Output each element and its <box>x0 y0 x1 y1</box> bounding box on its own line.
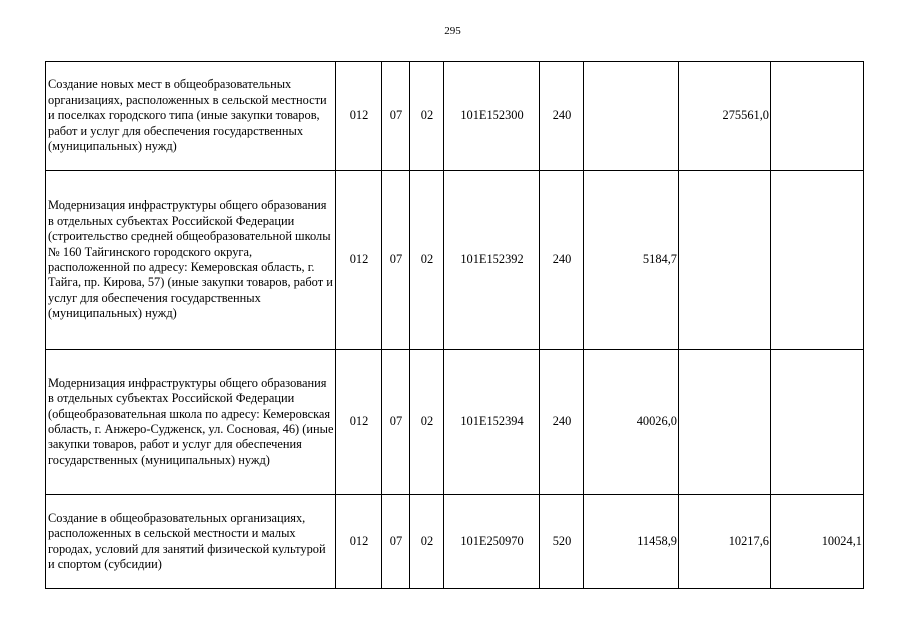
target-article-cell: 101E152392 <box>444 171 540 350</box>
expense-type-cell: 240 <box>540 171 584 350</box>
section-code-cell: 07 <box>382 171 410 350</box>
table-row <box>46 350 864 495</box>
amount-year3-cell <box>771 171 864 350</box>
table-row <box>46 171 864 350</box>
subsection-code-cell: 02 <box>410 171 444 350</box>
ministry-code-cell: 012 <box>336 171 382 350</box>
ministry-code-cell: 012 <box>336 62 382 171</box>
amount-year3-cell <box>771 350 864 495</box>
subsection-code-cell: 02 <box>410 495 444 589</box>
amount-year2-cell <box>679 350 771 495</box>
section-code-cell: 07 <box>382 62 410 171</box>
section-code-cell: 07 <box>382 350 410 495</box>
expense-type-cell: 240 <box>540 62 584 171</box>
subsection-code-cell: 02 <box>410 62 444 171</box>
expense-name-cell: Создание в общеобразовательных организациях, расположенных в сельской местности и малых городах, условий для занятий физической культурой и спортом (субсидии) <box>46 495 336 589</box>
expense-type-cell: 240 <box>540 350 584 495</box>
expense-type-cell: 520 <box>540 495 584 589</box>
expense-name-cell: Создание новых мест в общеобразовательных организациях, расположенных в сельской местности и поселках городского типа (иные закупки товаров, работ и услуг для обеспечения государственных (муниципальных) нужд) <box>46 62 336 171</box>
amount-year1-cell <box>584 62 679 171</box>
amount-year2-cell <box>679 171 771 350</box>
page-number: 295 <box>444 25 461 37</box>
amount-year2-cell: 10217,6 <box>679 495 771 589</box>
amount-year1-cell: 11458,9 <box>584 495 679 589</box>
target-article-cell: 101E152300 <box>444 62 540 171</box>
subsection-code-cell: 02 <box>410 350 444 495</box>
table-row <box>46 62 864 171</box>
amount-year3-cell: 10024,1 <box>771 495 864 589</box>
section-code-cell: 07 <box>382 495 410 589</box>
expense-name-cell: Модернизация инфраструктуры общего образования в отдельных субъектах Российской Федерации (общеобразовательная школа по адресу: Кемеровская область, г. Анжеро-Судженск, ул. Сосновая, 46) (иные закупки товаров, работ и услуг для обеспечения государственных (муниципальных) нужд) <box>46 350 336 495</box>
amount-year1-cell: 40026,0 <box>584 350 679 495</box>
amount-year2-cell: 275561,0 <box>679 62 771 171</box>
ministry-code-cell: 012 <box>336 350 382 495</box>
ministry-code-cell: 012 <box>336 495 382 589</box>
target-article-cell: 101E152394 <box>444 350 540 495</box>
budget-table <box>45 61 864 589</box>
amount-year3-cell <box>771 62 864 171</box>
expense-name-cell: Модернизация инфраструктуры общего образования в отдельных субъектах Российской Федерации (строительство средней общеобразовательной школы № 160 Тайгинского городского округа, расположенной по адресу: Кемеровская область, г. Тайга, пр. Кирова, 57) (иные закупки товаров, работ и услуг для обеспечения государственных (муниципальных) нужд) <box>46 171 336 350</box>
table-row <box>46 495 864 589</box>
target-article-cell: 101E250970 <box>444 495 540 589</box>
amount-year1-cell: 5184,7 <box>584 171 679 350</box>
